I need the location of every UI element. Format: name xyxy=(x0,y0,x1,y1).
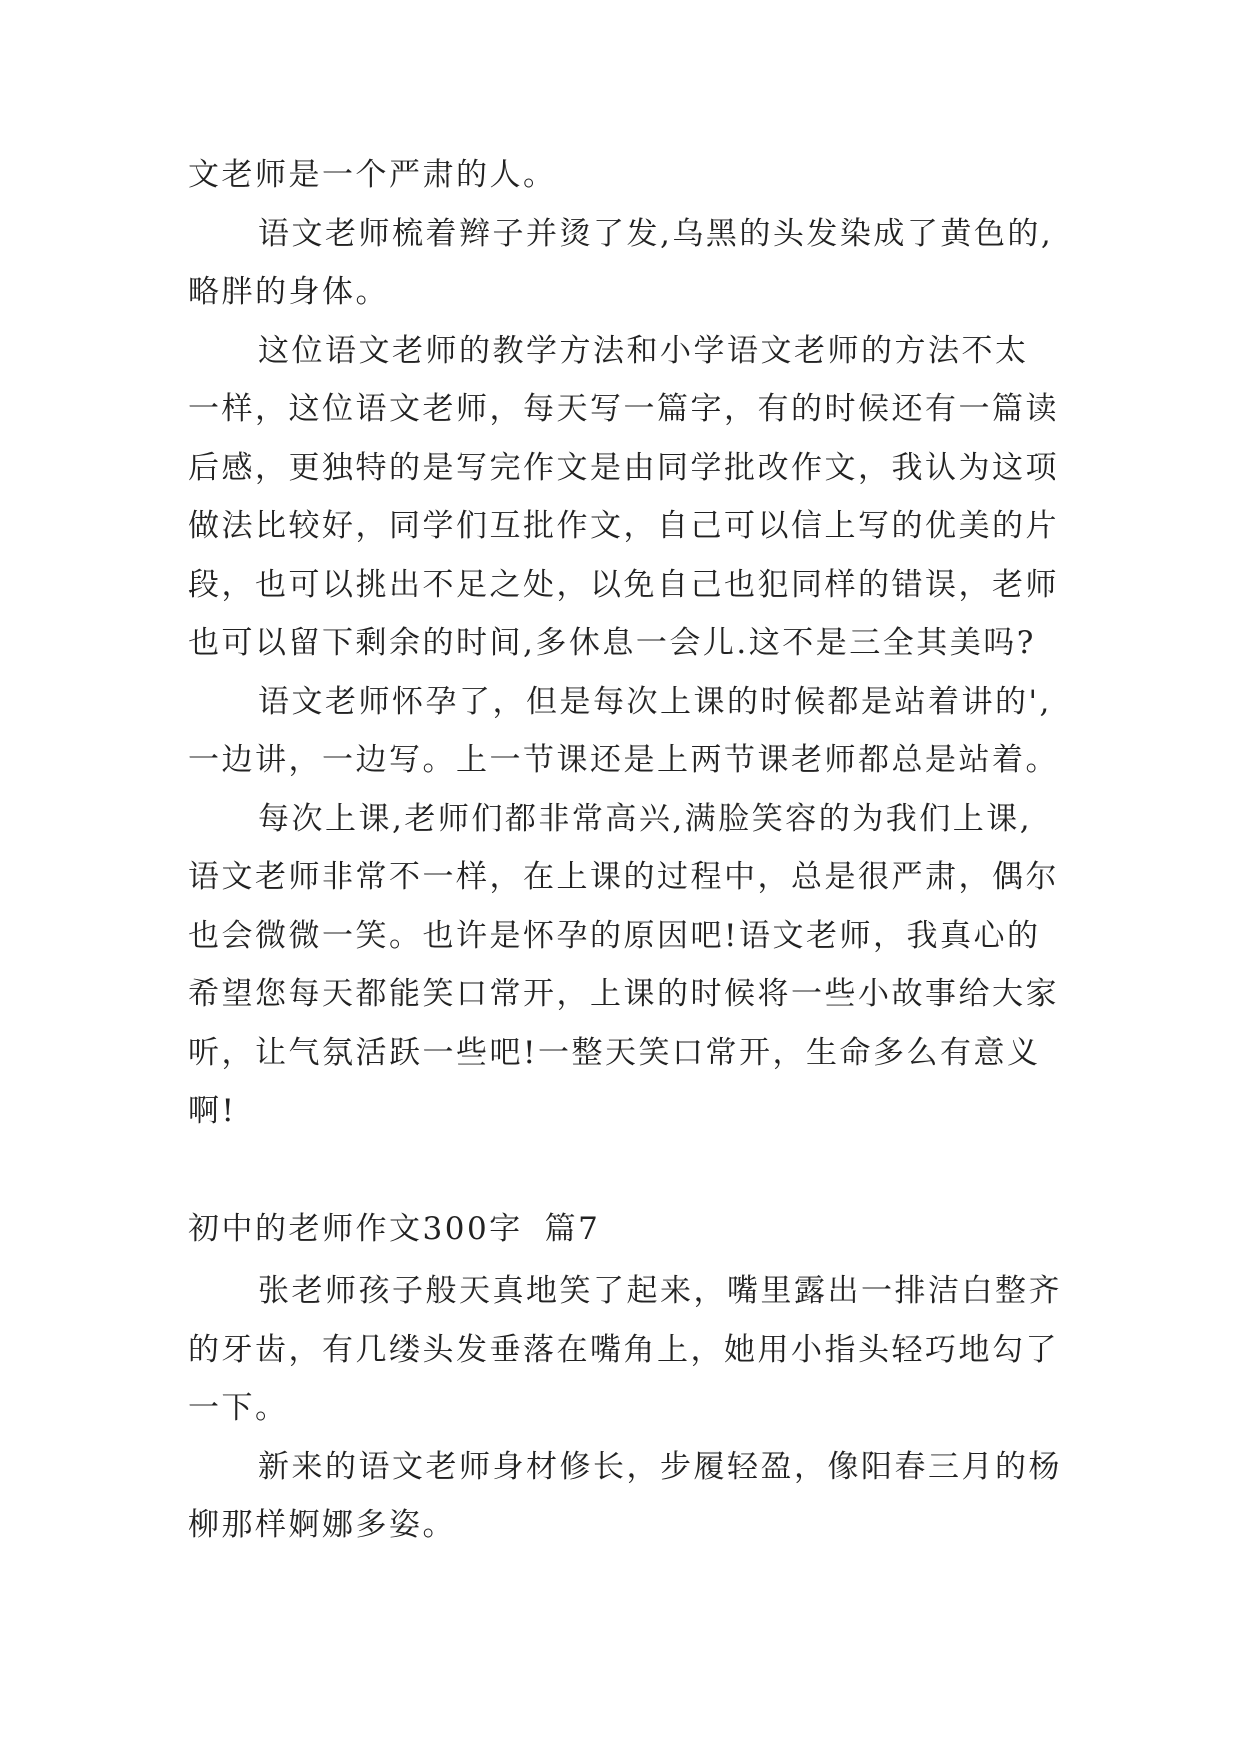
text-line: 新来的语文老师身材修长，步履轻盈，像阳春三月的杨 xyxy=(258,1448,1062,1485)
text-line: 一边讲，一边写。上一节课还是上两节课老师都总是站着。 xyxy=(188,742,1059,778)
text-line: 也会微微一笑。也许是怀孕的原因吧!语文老师，我真心的 xyxy=(188,917,1041,954)
text-line: 这位语文老师的教学方法和小学语文老师的方法不太 xyxy=(258,332,1029,369)
text-line: 的牙齿，有几缕头发垂落在嘴角上，她用小指头轻巧地勾了 xyxy=(188,1331,1059,1368)
text-line: 语文老师非常不一样，在上课的过程中，总是很严肃，偶尔 xyxy=(188,859,1059,895)
section-heading xyxy=(188,1200,600,1258)
text-line: 语文老师怀孕了，但是每次上课的时候都是站着讲的', xyxy=(258,683,1052,720)
text-line: 段，也可以挑出不足之处，以免自己也犯同样的错误，老师 xyxy=(188,566,1059,603)
text-line: 听，让气氛活跃一些吧!一整天笑口常开，生命多么有意义 xyxy=(188,1034,1041,1071)
text-line: 一下。 xyxy=(188,1390,289,1426)
heading-number: 篇7 xyxy=(544,1211,601,1247)
text-line: 张老师孩子般天真地笑了起来，嘴里露出一排洁白整齐 xyxy=(258,1273,1062,1309)
text-line: 希望您每天都能笑口常开，上课的时候将一些小故事给大家 xyxy=(188,976,1059,1012)
text-line: 略胖的身体。 xyxy=(188,274,389,310)
text-line: 后感，更独特的是写完作文是由同学批改作文，我认为这项 xyxy=(188,449,1059,486)
text-line: 每次上课,老师们都非常高兴,满脸笑容的为我们上课, xyxy=(258,800,1033,837)
text-line: 一样，这位语文老师，每天写一篇字，有的时候还有一篇读 xyxy=(188,391,1059,427)
text-line: 语文老师梳着辫子并烫了发,乌黑的头发染成了黄色的, xyxy=(258,215,1054,252)
essay-body-section-1 xyxy=(188,146,1068,1141)
text-line: 也可以留下剩余的时间,多休息一会儿.这不是三全其美吗? xyxy=(188,625,1036,661)
essay-body-section-2 xyxy=(188,1262,1068,1555)
text-line: 文老师是一个严肃的人。 xyxy=(188,157,557,193)
heading-title: 初中的老师作文300字 xyxy=(188,1211,523,1247)
text-line: 做法比较好，同学们互批作文，自己可以信上写的优美的片 xyxy=(188,508,1059,544)
text-line: 啊! xyxy=(188,1093,237,1129)
text-line: 柳那样婀娜多姿。 xyxy=(188,1507,456,1543)
